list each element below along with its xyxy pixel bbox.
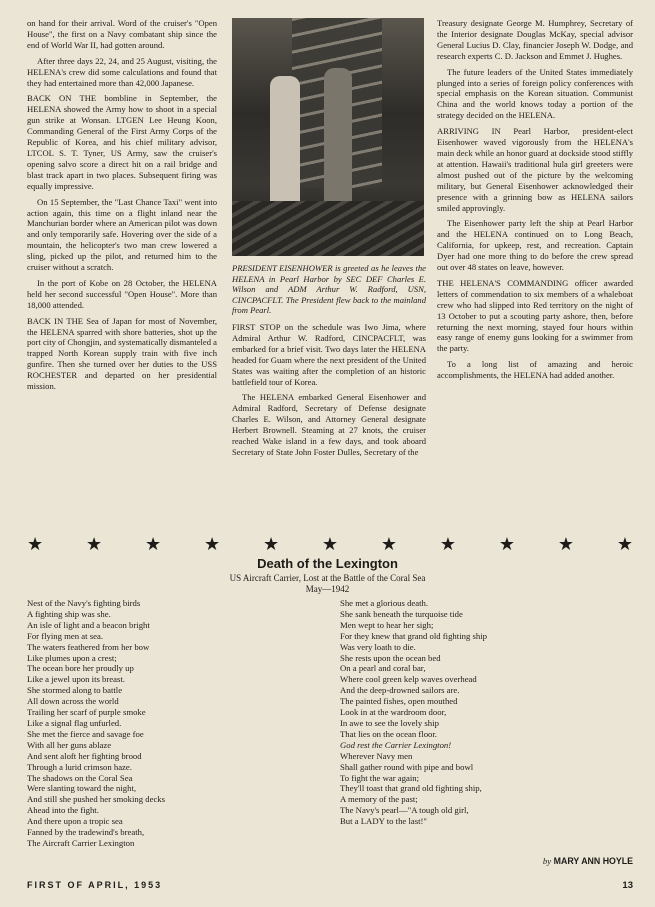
- eisenhower-photo: [232, 18, 424, 256]
- star-icon: ★: [321, 534, 339, 555]
- poem-line: Was very loath to die.: [340, 641, 416, 652]
- poem-line: To fight the war again;: [340, 772, 420, 783]
- poem-line: On a pearl and coral bar,: [340, 663, 426, 674]
- poem-line: She met a glorious death.: [340, 598, 429, 608]
- paragraph: Treasury designate George M. Humphrey, Secretary of the Interior designate Douglas McKay, special advisor General Lucius D. Clay, financier Joseph W. Dodge, and research experts C. D. Jackson and Emmet J. Hughes.: [437, 18, 633, 61]
- poem-line: For flying men at sea.: [27, 630, 103, 641]
- paragraph: The HELENA embarked General Eisenhower and Admiral Radford, Secretary of Defense designate Charles E. Wilson, and Attorney General designate Herbert Brownell. Steaming at 27 knots, the cruiser reached Wake island in a few days, and took aboard Secretary of State John Foster Dulles, Secretary of the: [232, 392, 426, 457]
- poem-line: And there upon a tropic sea: [27, 816, 123, 827]
- poem-line: Like plumes upon a crest;: [27, 652, 117, 663]
- poem-line: And the deep-drowned sailors are.: [340, 685, 460, 696]
- poem-line: All down across the world: [27, 696, 119, 707]
- star-icon: ★: [439, 534, 457, 555]
- figure-eisenhower: [270, 76, 300, 206]
- poem-line: The Navy's pearl—"A tough old girl,: [340, 805, 469, 816]
- poem-line: A memory of the past;: [340, 794, 418, 805]
- poem-title: Death of the Lexington: [257, 556, 398, 571]
- paragraph: The Eisenhower party left the ship at Pearl Harbor and the HELENA continued on to Long Beach, California, for upkeep, rest, and recreation. Captain Dyer had one more thing to do before the crew spread out over 48 states on leave, however.: [437, 218, 633, 273]
- star-icon: ★: [203, 534, 221, 555]
- poem-line: Fanned by the tradewind's breath,: [27, 827, 145, 838]
- article-column-1: [27, 18, 217, 397]
- poem-line: Ahead into the fight.: [27, 805, 99, 816]
- star-icon: ★: [85, 534, 103, 555]
- star-icon: ★: [498, 534, 516, 555]
- poem-line: Like a jewel upon its breast.: [27, 674, 125, 685]
- poem-line: Where cool green kelp waves overhead: [340, 674, 477, 685]
- poem-line: And sent aloft her fighting brood: [27, 750, 142, 761]
- poem-subtitle: US Aircraft Carrier, Lost at the Battle of the Coral Sea: [229, 573, 426, 583]
- poem-line: Look in at the wardroom door,: [340, 707, 447, 718]
- poem-line: That lies on the ocean floor.: [340, 728, 437, 739]
- poem-line: The shadows on the Coral Sea: [27, 772, 133, 783]
- star-divider: [27, 535, 633, 555]
- star-icon: ★: [616, 534, 633, 555]
- poem-right-column: [340, 598, 640, 827]
- poem-line: In awe to see the lovely ship: [340, 717, 439, 728]
- poem-line: Were slanting toward the night,: [27, 783, 137, 794]
- poem-line: Like a signal flag unfurled.: [27, 717, 122, 728]
- star-icon: ★: [144, 534, 162, 555]
- poem-line: Wherever Navy men: [340, 750, 413, 761]
- deck-shape: [232, 201, 424, 256]
- paragraph: BACK IN THE Sea of Japan for most of November, the HELENA sparred with shore batteries, shot up the port city of Chongjin, and systematically dismanteled a trapped North Korean supply train with five inch gunfire. Then she turned over her duties to the USS ROCHESTER and departed on her presidential mission.: [27, 315, 217, 392]
- poem-date: May—1942: [305, 584, 350, 594]
- poem-line: And still she pushed her smoking decks: [27, 794, 166, 805]
- footer-date: FIRST OF APRIL, 1953: [27, 880, 163, 890]
- figure-officer: [324, 68, 352, 208]
- poem-line: Shall gather round with pipe and bowl: [340, 761, 474, 772]
- star-icon: ★: [557, 534, 574, 555]
- poem-byline: [543, 856, 633, 866]
- poem-line: An isle of light and a beacon bright: [27, 619, 150, 630]
- star-icon: ★: [380, 534, 398, 555]
- byline-by: by: [542, 856, 552, 866]
- paragraph: ARRIVING IN Pearl Harbor, president-elect Eisenhower waved vigorously from the HELENA's main deck while an honor guard at dockside stood stiffly at attention. Hawaii's traditional hula girl greeters were almost pushed out of the picture by the welcoming military, but General Eisenhower acknowledged their presence with a grinning bow as HELENA sailors smiled approvingly.: [437, 126, 633, 213]
- poem-line: She rests upon the ocean bed: [340, 652, 441, 663]
- poem-line: She met the fierce and savage foe: [27, 728, 144, 739]
- paragraph: On 15 September, the "Last Chance Taxi" went into action again, this time on a flight inland near the Manchurian border where an American pilot was down and only temporarily safe. Hovering over the side of a mountain, the helicopter's two man crew lowered a sling, picked up the pilot, and returned him to the cruiser without a scratch.: [27, 196, 217, 273]
- poem-line: The waters feathered from her bow: [27, 641, 150, 652]
- article-column-3: [437, 18, 633, 386]
- page-number: 13: [622, 880, 633, 891]
- poem-line: The Aircraft Carrier Lexington: [27, 837, 135, 848]
- paragraph: The future leaders of the United States immediately plunged into a series of foreign policy conferences with special emphasis on the Korean situation. Communist China and the world knows today a portion of the strategy decided on the HELENA.: [437, 66, 633, 121]
- poem-left-column: [27, 598, 327, 849]
- poem-line: Men wept to hear her sigh;: [340, 619, 434, 630]
- poem-line: Trailing her scarf of purple smoke: [27, 707, 146, 718]
- article-column-2: [232, 18, 426, 463]
- poem-line: Through a lurid crimson haze.: [27, 761, 132, 772]
- poem-line: God rest the Carrier Lexington!: [340, 739, 452, 750]
- star-icon: ★: [27, 534, 44, 555]
- poem-line: They'll toast that grand old fighting ship,: [340, 783, 482, 794]
- paragraph: After three days 22, 24, and 25 August, visiting, the HELENA's crew did some calculations and found that they had entertained more than 42,000 Japanese.: [27, 55, 217, 88]
- poem-line: The ocean bore her proudly up: [27, 663, 134, 674]
- byline-author: MARY ANN HOYLE: [553, 856, 633, 866]
- poem-line: For they knew that grand old fighting ship: [340, 630, 487, 641]
- poem-line: A fighting ship was she.: [27, 608, 111, 619]
- poem-line: Nest of the Navy's fighting birds: [27, 598, 141, 608]
- photo-caption: PRESIDENT EISENHOWER is greeted as he leaves the HELENA in Pearl Harbor by SEC DEF Charles E. Wilson and ADM Arthur W. Radford, USN, CINCPACFLT. The President flew back to the mainland from Pearl.: [232, 263, 426, 316]
- star-icon: ★: [262, 534, 280, 555]
- poem-line: She stormed along to battle: [27, 685, 123, 696]
- poem-line: She sank beneath the turquoise tide: [340, 608, 463, 619]
- paragraph: To a long list of amazing and heroic accomplishments, the HELENA had added another.: [437, 359, 633, 381]
- poem-line: But a LADY to the last!": [340, 816, 427, 827]
- paragraph: THE HELENA'S COMMANDING officer awarded letters of commendation to six members of a whaleboat crew who had slipped into Red territory on the night of 13 October to put a scouting party ashore, then, before returning the next morning, stayed four hours within easy range of enemy guns looking for a swimmer from the party.: [437, 277, 633, 354]
- poem-line: With all her guns ablaze: [27, 739, 112, 750]
- paragraph: BACK ON THE bombline in September, the HELENA showed the Army how to shoot in a special gun strike at Wonsan. LTGEN Lee Heung Koon, Commanding General of the First Army Corps of the Republic of Korea, and his chief military advisor, LTCOL S. T. Tyner, US Army, saw the cruiser's opening salvo score a direct hit on a rail bridge and blast track apart in two places. Subsequent firing was equally impressive.: [27, 93, 217, 191]
- paragraph: FIRST STOP on the schedule was Iwo Jima, where Admiral Arthur W. Radford, CINCPACFLT, was embarked for a brief visit. Two days later the HELENA headed for Guam where the next president of the United States was waiting after the completion of an historic battlefield tour of Korea.: [232, 321, 426, 387]
- paragraph: In the port of Kobe on 28 October, the HELENA held her second successful "Open House". More than 18,000 attended.: [27, 277, 217, 310]
- paragraph: on hand for their arrival. Word of the cruiser's "Open House", the first on a Navy combatant ship since the end of World War II, had gotten around.: [27, 18, 217, 50]
- poem-line: The painted fishes, open mouthed: [340, 696, 458, 707]
